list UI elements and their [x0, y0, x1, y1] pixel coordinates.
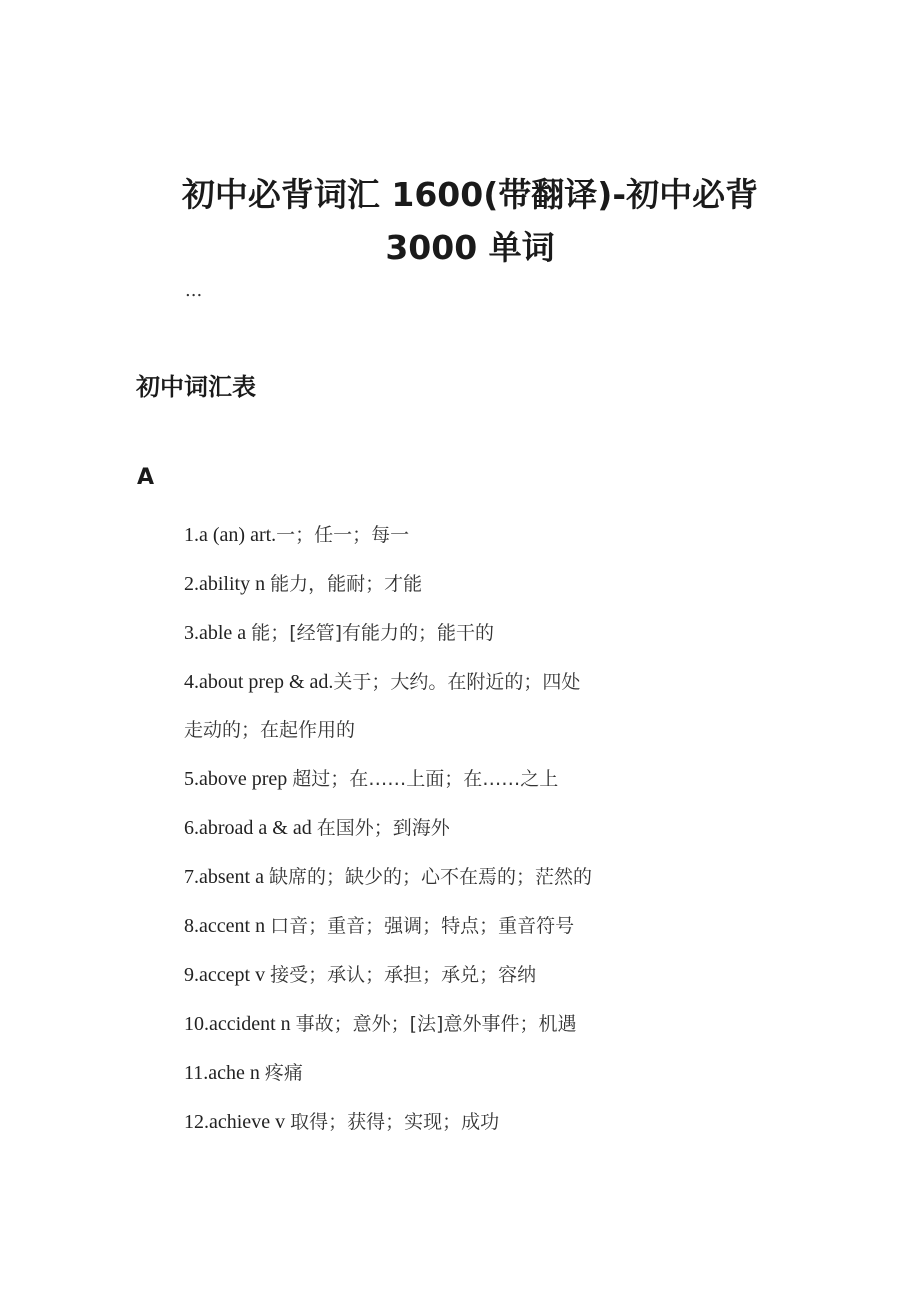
word-head: 4.about prep & ad. — [184, 671, 334, 693]
word-gloss: 取得；获得；实现；成功 — [290, 1111, 500, 1133]
word-head: 9.accept v — [184, 964, 271, 986]
word-entry — [184, 950, 744, 999]
word-entry — [184, 999, 744, 1048]
word-list — [184, 510, 744, 1146]
word-gloss: 口音；重音；强调；特点；重音符号 — [270, 915, 575, 937]
word-gloss: 疼痛 — [264, 1062, 303, 1084]
word-entry — [184, 803, 744, 852]
title-line-2: 3000 单词 — [385, 228, 555, 267]
document-title — [150, 168, 790, 274]
word-head: 10.accident n — [184, 1013, 296, 1035]
word-head: 7.absent a — [184, 866, 269, 888]
title-line-1: 初中必背词汇 1600(带翻译)-初中必背 — [181, 175, 759, 214]
word-gloss: 一；任一；每一 — [276, 524, 410, 546]
word-head: 2.ability n — [184, 573, 271, 595]
word-gloss: 在国外；到海外 — [316, 817, 450, 839]
word-gloss: 能；[经管]有能力的；能干的 — [251, 622, 495, 644]
word-gloss: 接受；承认；承担；承兑；容纳 — [270, 964, 537, 986]
word-entry — [184, 657, 744, 754]
word-gloss: 关于；大约。在附近的；四处 — [333, 671, 581, 693]
word-gloss: 缺席的；缺少的；心不在焉的；茫然的 — [268, 866, 592, 888]
word-entry — [184, 559, 744, 608]
word-gloss: 超过；在……上面；在……之上 — [292, 768, 559, 790]
letter-heading: A — [137, 465, 155, 490]
word-gloss-continued: 走动的；在起作用的 — [184, 719, 356, 741]
word-entry — [184, 608, 744, 657]
word-entry — [184, 1097, 744, 1146]
word-head: 1.a (an) art. — [184, 524, 277, 546]
word-gloss: 能力，能耐；才能 — [270, 573, 423, 595]
word-entry — [184, 901, 744, 950]
word-entry — [184, 754, 744, 803]
word-entry — [184, 852, 744, 901]
word-head: 5.above prep — [184, 768, 293, 790]
word-head: 6.abroad a & ad — [184, 817, 317, 839]
word-gloss: 事故；意外；[法]意外事件；机遇 — [295, 1013, 577, 1035]
word-entry — [184, 1048, 744, 1097]
word-head: 3.able a — [184, 622, 252, 644]
word-head: 8.accent n — [184, 915, 271, 937]
word-entry — [184, 510, 744, 559]
section-heading: 初中词汇表 — [136, 373, 256, 401]
word-head: 11.ache n — [184, 1062, 265, 1084]
word-head: 12.achieve v — [184, 1111, 291, 1133]
ellipsis-text: ... — [185, 280, 203, 301]
